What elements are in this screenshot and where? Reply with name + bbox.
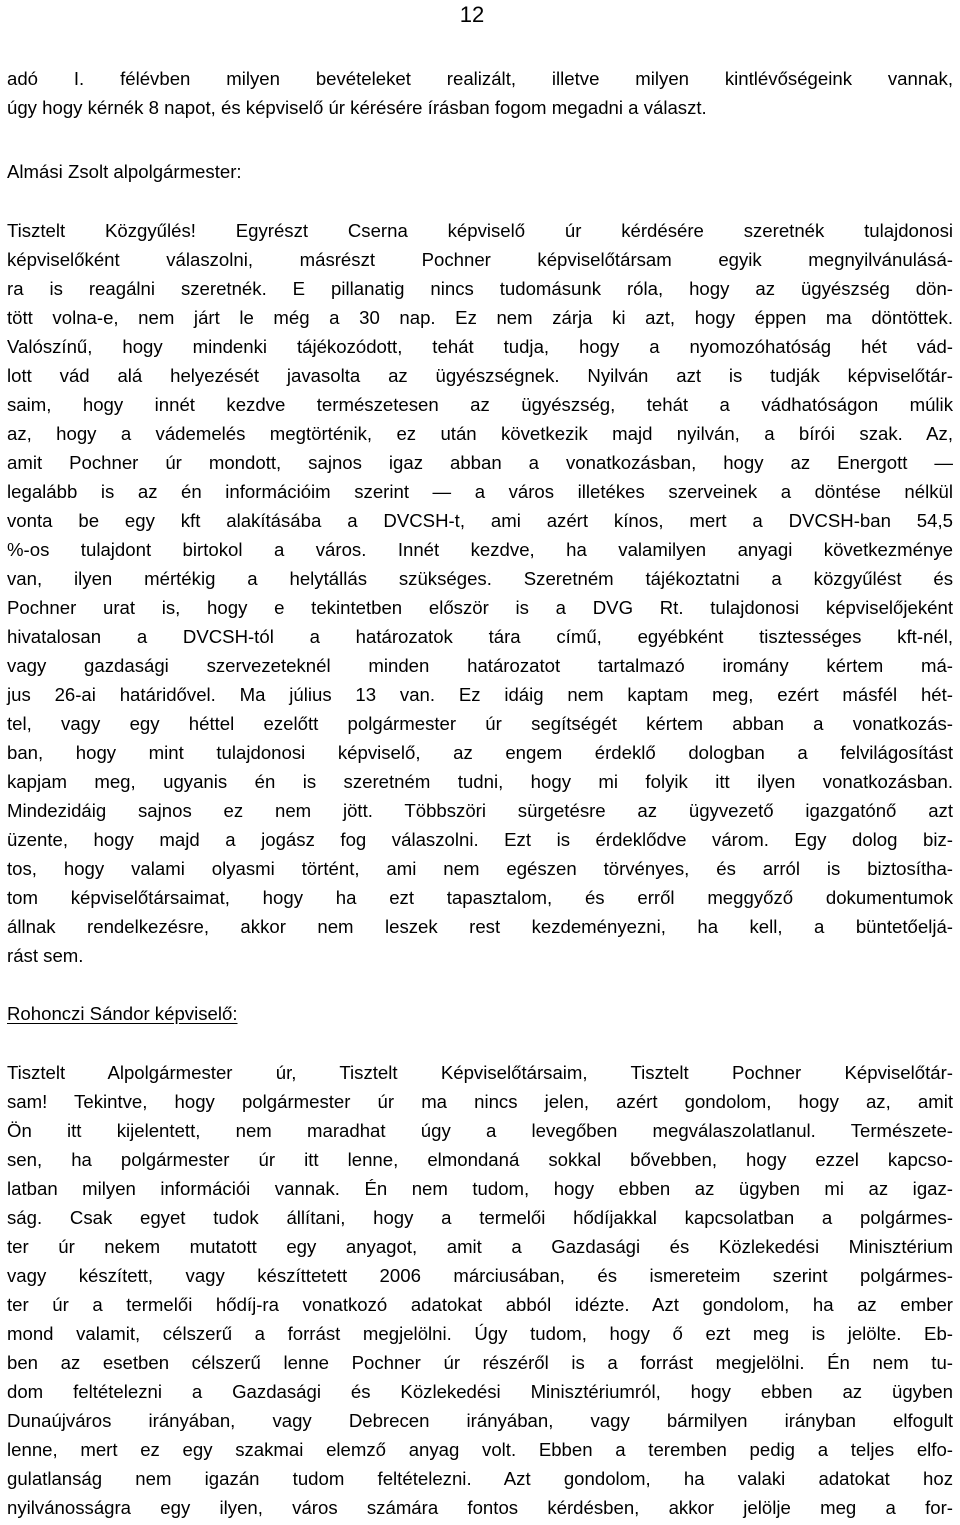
paragraph-line: képviselőként válaszolni, másrészt Pochner képviselőtársam egyik megnyilvánulásá-: [7, 249, 953, 270]
paragraph-line: nyilvánosságra egy ilyen, város számára fontos kérdésben, akkor jelölje meg a for-: [7, 1497, 953, 1518]
paragraph-line: tött volna-e, nem járt le még a 30 nap. Ez nem zárja ki azt, hogy éppen ma döntöttek.: [7, 307, 953, 328]
paragraph-line: tel, vagy egy héttel ezelőtt polgármester úr segítségét kértem abban a vonatkozás-: [7, 713, 953, 734]
paragraph-line: jus 26-ai határidővel. Ma július 13 van. Ez idáig nem kaptam meg, ezért másfél hét-: [7, 684, 953, 705]
paragraph-line: ra is reagálni szeretnék. E pillanatig nincs tudomásunk róla, hogy az ügyészség dön-: [7, 278, 953, 299]
paragraph-line: ság. Csak egyet tudok állítani, hogy a termelői hődíjakkal kapcsolatban a polgármes-: [7, 1207, 953, 1228]
paragraph-line: latban milyen információi vannak. Én nem tudom, hogy ebben az ügyben mi az igaz-: [7, 1178, 953, 1199]
speaker-heading-underlined: [7, 999, 953, 1028]
paragraph-line: van, ilyen mértékig a helytállás szükséges. Szeretném tájékoztatni a közgyűlést és: [7, 568, 953, 589]
paragraph-line: legalább is az én információim szerint — a város illetékes szerveinek a döntése nélkül: [7, 481, 953, 502]
paragraph-line: tom képviselőtársaimat, hogy ha ezt tapasztalom, és erről meggyőző dokumentumok: [7, 887, 953, 908]
paragraph-line: az, hogy a vádemelés megtörténik, ez után következik majd nyilván, a bírói szak. Az,: [7, 423, 953, 444]
paragraph-line: lenne, mert ez egy szakmai elemző anyag volt. Ebben a teremben pedig a teljes elfo-: [7, 1439, 953, 1460]
paragraph-line: rást sem.: [7, 945, 84, 966]
paragraph-line: hivatalosan a DVCSH-tól a határozatok tára című, egyébként tisztességes kft-nél,: [7, 626, 953, 647]
paragraph-line: Dunaújváros irányában, vagy Debrecen irányában, vagy bármilyen irányban elfogult: [7, 1410, 953, 1431]
paragraph-line: adó I. félévben milyen bevételeket realizált, illetve milyen kintlévőségeink vannak,: [7, 68, 953, 89]
paragraph-line: vagy gazdasági szervezeteknél minden határozatot tartalmazó iromány kértem má-: [7, 655, 953, 676]
paragraph-line: vagy készített, vagy készíttetett 2006 márciusában, és ismereteim szerint polgármes-: [7, 1265, 953, 1286]
paragraph-line: ter úr nekem mutatott egy anyagot, amit a Gazdasági és Közlekedési Minisztérium: [7, 1236, 953, 1257]
page-number: 12: [459, 2, 485, 27]
paragraph-line: ben az esetben célszerű lenne Pochner úr részéről is a forrást megjelölni. Én nem tu-: [7, 1352, 953, 1373]
paragraph-line: mond valamit, célszerű a forrást megjelölni. Úgy tudom, hogy ő ezt meg is jelölte. Eb-: [7, 1323, 953, 1344]
paragraph-line: Pochner urat is, hogy e tekintetben először is a DVG Rt. tulajdonosi képviselőjeként: [7, 597, 953, 618]
speaker-heading: Almási Zsolt alpolgármester:: [7, 161, 242, 182]
paragraph-line: dom feltételezni a Gazdasági és Közlekedési Minisztériumról, hogy ebben az ügyben: [7, 1381, 953, 1402]
paragraph-line: üzente, hogy majd a jogász fog válaszolni. Ezt is érdeklődve várom. Egy dolog biz-: [7, 829, 953, 850]
paragraph-line: ter úr a termelői hődíj-ra vonatkozó adatokat abból idézte. Azt gondolom, ha az ember: [7, 1294, 953, 1315]
paragraph-line: Mindezidáig sajnos ez nem jött. Többszöri sürgetésre az ügyvezető igazgatónő azt: [7, 800, 953, 821]
paragraph-line: ban, hogy mint tulajdonosi képviselő, az engem érdeklő dologban a felvilágosítást: [7, 742, 953, 763]
paragraph-line: sam! Tekintve, hogy polgármester úr ma nincs jelen, azért gondolom, hogy az, amit: [7, 1091, 953, 1112]
paragraph-line: Tisztelt Alpolgármester úr, Tisztelt Képviselőtársaim, Tisztelt Pochner Képviselőtár-: [7, 1062, 953, 1083]
paragraph-line: úgy hogy kérnék 8 napot, és képviselő úr kérésére írásban fogom megadni a választ.: [7, 97, 707, 118]
paragraph-line: vonta be egy kft alakításába a DVCSH-t, ami azért kínos, mert a DVCSH-ban 54,5: [7, 510, 953, 531]
paragraph-line: sen, ha polgármester úr itt lenne, elmondaná sokkal bővebben, hogy ezzel kapcso-: [7, 1149, 953, 1170]
paragraph-line: lott vád alá helyezését javasolta az ügyészségnek. Nyilván azt is tudják képviselőtár-: [7, 365, 953, 386]
paragraph-line: Ön itt kijelentett, nem maradhat úgy a levegőben megválaszolatlanul. Természete-: [7, 1120, 953, 1141]
paragraph-line: gulatlanság nem igazán tudom feltételezni. Azt gondolom, ha valaki adatokat hoz: [7, 1468, 953, 1489]
paragraph-line: állnak rendelkezésre, akkor nem leszek rest kezdeményezni, ha kell, a büntetőeljá-: [7, 916, 953, 937]
paragraph-line: %-os tulajdont birtokol a város. Innét kezdve, ha valamilyen anyagi következménye: [7, 539, 953, 560]
paragraph-line: tos, hogy valami olyasmi történt, ami nem egészen törvényes, és arról is biztosítha-: [7, 858, 953, 879]
paragraph-line: Tisztelt Közgyűlés! Egyrészt Cserna képviselő úr kérdésére szeretnék tulajdonosi: [7, 220, 953, 241]
paragraph-line: Valószínű, hogy mindenki tájékozódott, tehát tudja, hogy a nyomozóhatóság hét vád-: [7, 336, 953, 357]
paragraph-line: saim, hogy innét kezdve természetesen az ügyészség, tehát a vádhatóságon múlik: [7, 394, 953, 415]
paragraph-line: kapjam meg, ugyanis én is szeretném tudni, hogy mi folyik itt ilyen vonatkozásban.: [7, 771, 953, 792]
speaker-heading: Rohonczi Sándor képviselő:: [7, 1003, 238, 1024]
paragraph-line: amit Pochner úr mondott, sajnos igaz abban a vonatkozásban, hogy az Energott —: [7, 452, 953, 473]
